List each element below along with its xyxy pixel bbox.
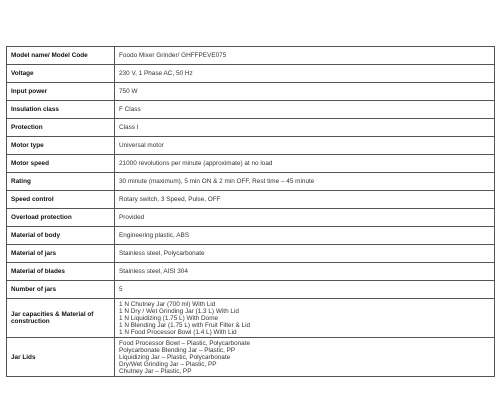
spec-value: 30 minute (maximum), 5 min ON & 2 min OFF, Rest time – 45 minute xyxy=(119,178,315,185)
spec-row xyxy=(7,155,495,173)
spec-label: Model name/ Model Code xyxy=(7,47,115,65)
spec-value-cell xyxy=(115,155,495,173)
spec-value: Food Processor Bowl – Plastic, Polycarbonate xyxy=(119,339,251,347)
spec-label: Overload protection xyxy=(7,209,115,227)
spec-label: Insulation class xyxy=(7,101,115,119)
spec-value: Liquidizing Jar – Plastic, Polycarbonate xyxy=(119,353,231,361)
spec-value: 750 W xyxy=(119,88,138,95)
spec-value: Engineering plastic, ABS xyxy=(119,232,189,239)
spec-label: Material of blades xyxy=(7,263,115,281)
spec-value: 1 N Food Processor Bowl (1.4 L) With Lid xyxy=(119,328,237,336)
spec-label: Speed control xyxy=(7,191,115,209)
spec-row xyxy=(7,47,495,65)
spec-value: 21000 revolutions per minute (approximate) at no load xyxy=(119,160,273,167)
spec-label: Motor speed xyxy=(7,155,115,173)
spec-row xyxy=(7,281,495,299)
spec-row xyxy=(7,191,495,209)
spec-value: Polycarbonate Blending Jar – Plastic, PP xyxy=(119,346,236,354)
spec-value-cell xyxy=(115,245,495,263)
spec-value-cell xyxy=(115,281,495,299)
spec-table-body xyxy=(7,47,495,377)
spec-value: 5 xyxy=(119,286,123,293)
spec-value: F Class xyxy=(119,106,141,113)
spec-row xyxy=(7,338,495,377)
spec-row xyxy=(7,299,495,338)
spec-label: Motor type xyxy=(7,137,115,155)
spec-value: 1 N Blending Jar (1.75 L) with Fruit Filter & Lid xyxy=(119,321,251,329)
spec-row xyxy=(7,119,495,137)
spec-row xyxy=(7,83,495,101)
spec-value: 230 V, 1 Phase AC, 50 Hz xyxy=(119,70,193,77)
spec-value-cell xyxy=(115,263,495,281)
spec-value: Rotary switch, 3 Speed, Pulse, OFF xyxy=(119,196,221,203)
spec-value-cell xyxy=(115,338,495,377)
spec-value-cell xyxy=(115,65,495,83)
spec-row xyxy=(7,245,495,263)
spec-row xyxy=(7,209,495,227)
spec-value: Chutney Jar – Plastic, PP xyxy=(119,367,192,375)
spec-value: 1 N Dry / Wet Grinding Jar (1.3 L) With Lid xyxy=(119,307,239,315)
spec-value-cell xyxy=(115,173,495,191)
spec-row xyxy=(7,263,495,281)
spec-row xyxy=(7,65,495,83)
spec-row xyxy=(7,173,495,191)
spec-value: Universal motor xyxy=(119,142,164,149)
spec-value: Foodo Mixer Grinder/ GHFFPEVE075 xyxy=(119,52,227,59)
spec-value-cell xyxy=(115,191,495,209)
spec-label: Voltage xyxy=(7,65,115,83)
spec-value: 1 N Chutney Jar (700 ml) With Lid xyxy=(119,300,216,308)
spec-value: 1 N Liquidizing (1.75 L) With Dome xyxy=(119,314,219,322)
spec-label: Material of jars xyxy=(7,245,115,263)
spec-label: Protection xyxy=(7,119,115,137)
spec-value: Stainless steel, AISI 304 xyxy=(119,268,188,275)
spec-value-cell xyxy=(115,209,495,227)
spec-row xyxy=(7,101,495,119)
spec-label: Number of jars xyxy=(7,281,115,299)
spec-label: Jar Lids xyxy=(7,338,115,377)
spec-value: Provided xyxy=(119,214,145,221)
spec-value: Dry/Wet Grinding Jar – Plastic, PP xyxy=(119,360,217,368)
spec-value-cell xyxy=(115,137,495,155)
spec-value-cell xyxy=(115,47,495,65)
spec-label: Jar capacities & Material of construction xyxy=(7,299,115,338)
spec-value-cell xyxy=(115,83,495,101)
spec-value-cell xyxy=(115,227,495,245)
spec-value-cell xyxy=(115,119,495,137)
spec-row xyxy=(7,137,495,155)
spec-value-cell xyxy=(115,299,495,338)
spec-value: Stainless steel, Polycarbonate xyxy=(119,250,205,257)
spec-label: Material of body xyxy=(7,227,115,245)
spec-value: Class I xyxy=(119,124,139,131)
spec-value-cell xyxy=(115,101,495,119)
spec-table xyxy=(6,46,495,377)
spec-row xyxy=(7,227,495,245)
spec-label: Rating xyxy=(7,173,115,191)
spec-label: Input power xyxy=(7,83,115,101)
